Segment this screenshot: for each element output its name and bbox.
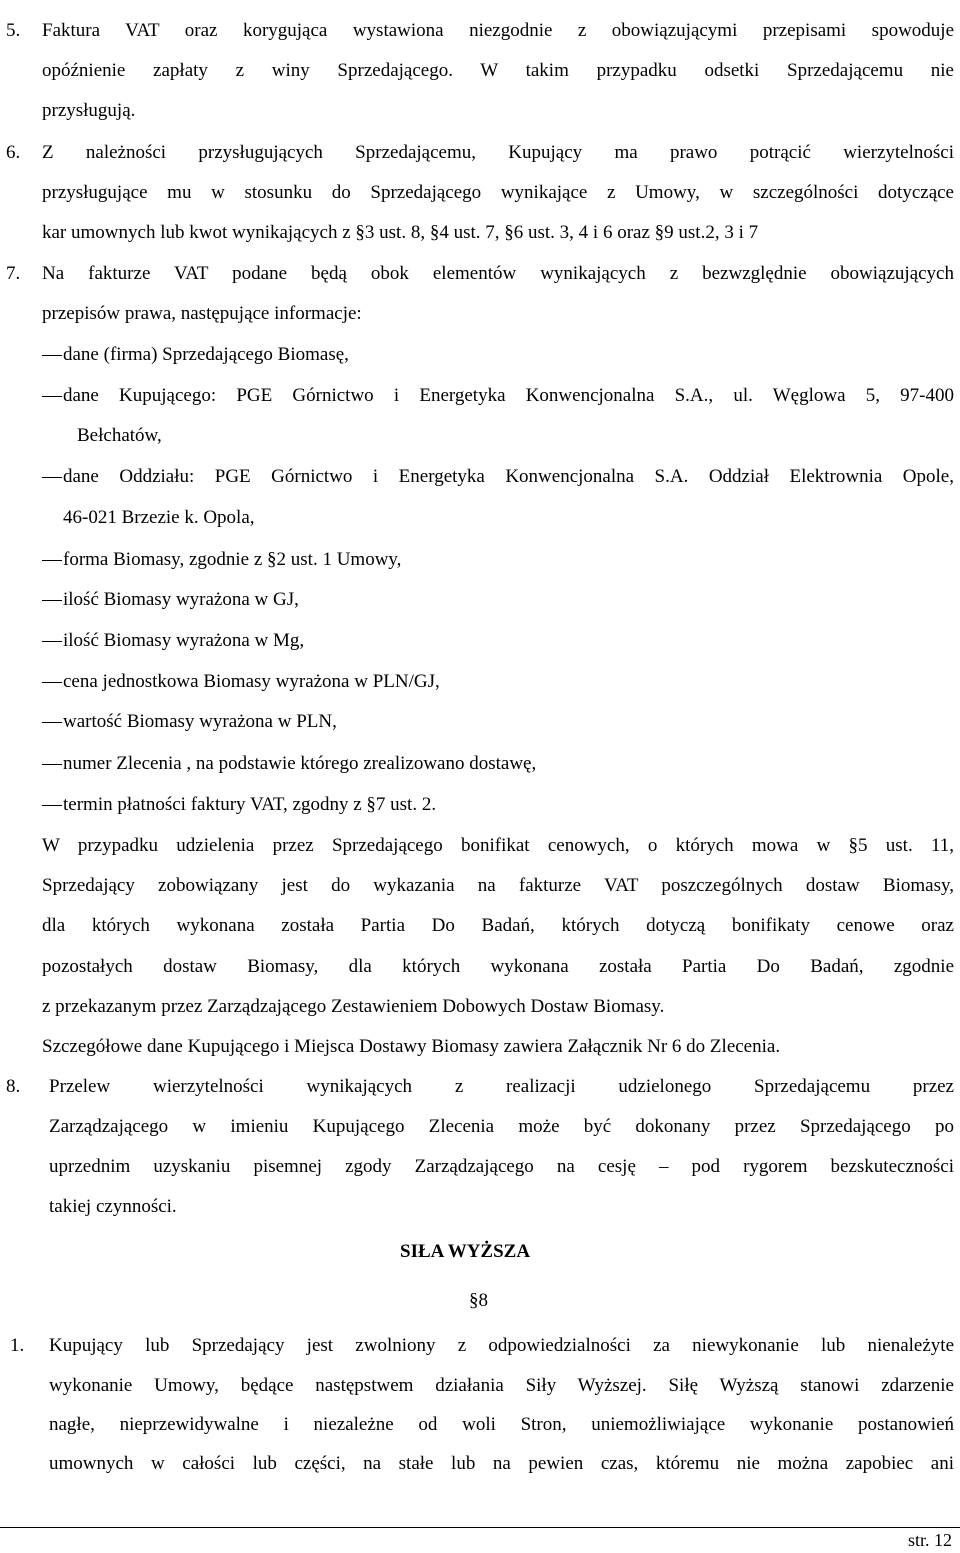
item-6-line-1: Z należności przysługujących Sprzedającemu, Kupujący ma prawo potrącić wierzytelności bbox=[42, 142, 954, 163]
item-5-line-3: przysługują. bbox=[42, 100, 136, 121]
item-6-line-3: kar umownych lub kwot wynikających z §3 ust. 8, §4 ust. 7, §6 ust. 3, 4 i 6 oraz §9 ust.2, 3 i 7 bbox=[42, 222, 759, 243]
dash-bullet bbox=[42, 641, 62, 642]
dash-bullet bbox=[42, 600, 62, 601]
footer-rule bbox=[0, 1527, 960, 1528]
bullet-quantity-gj: ilość Biomasy wyrażona w GJ, bbox=[63, 589, 299, 610]
item-number-6: 6. bbox=[6, 142, 21, 163]
dash-bullet bbox=[42, 477, 62, 478]
item-8-line-1: Przelew wierzytelności wynikających z realizacji udzielonego Sprzedającemu przez bbox=[49, 1076, 954, 1097]
bullet-biomass-form: forma Biomasy, zgodnie z §2 ust. 1 Umowy, bbox=[63, 549, 402, 570]
dash-bullet bbox=[42, 682, 62, 683]
bullet-branch-line-2: 46-021 Brzezie k. Opola, bbox=[63, 507, 255, 528]
item-7-after-line-1: W przypadku udzielenia przez Sprzedającego bonifikat cenowych, o których mowa w §5 ust. 11, bbox=[42, 835, 954, 856]
dash-bullet bbox=[42, 396, 62, 397]
item-7-after-line-2: Sprzedający zobowiązany jest do wykazania na fakturze VAT poszczególnych dostaw Biomasy, bbox=[42, 875, 954, 896]
bullet-order-number: numer Zlecenia , na podstawie którego zrealizowano dostawę, bbox=[63, 753, 537, 774]
section-item-1-line-4: umownych w całości lub części, na stałe lub na pewien czas, któremu nie można zapobiec ani bbox=[49, 1453, 954, 1474]
item-6-line-2: przysługujące mu w stosunku do Sprzedającego wynikające z Umowy, w szczególności dotyczące bbox=[42, 182, 954, 203]
dash-bullet bbox=[42, 355, 62, 356]
item-7-after-line-5: z przekazanym przez Zarządzającego Zestawieniem Dobowych Dostaw Biomasy. bbox=[42, 996, 665, 1017]
dash-bullet bbox=[42, 722, 62, 723]
item-7-after-line-4: pozostałych dostaw Biomasy, dla których wykonana została Partia Do Badań, zgodnie bbox=[42, 956, 954, 977]
bullet-quantity-mg: ilość Biomasy wyrażona w Mg, bbox=[63, 630, 305, 651]
item-number-5: 5. bbox=[6, 20, 21, 41]
item-number-8: 8. bbox=[6, 1076, 21, 1097]
section-title: SIŁA WYŻSZA bbox=[400, 1241, 531, 1262]
section-item-1-line-2: wykonanie Umowy, będące następstwem działania Siły Wyższej. Siłę Wyższą stanowi zdarzenie bbox=[49, 1375, 954, 1396]
item-7-line-2: przepisów prawa, następujące informacje: bbox=[42, 303, 362, 324]
item-8-line-2: Zarządzającego w imieniu Kupującego Zlecenia może być dokonany przez Sprzedającego po bbox=[49, 1116, 954, 1137]
item-5-line-1: Faktura VAT oraz korygująca wystawiona niezgodnie z obowiązującymi przepisami spowoduje bbox=[42, 20, 954, 41]
page-number: str. 12 bbox=[907, 1530, 952, 1550]
item-5-line-2: opóźnienie zapłaty z winy Sprzedającego. W takim przypadku odsetki Sprzedającemu nie bbox=[42, 60, 954, 81]
bullet-branch-line-1: dane Oddziału: PGE Górnictwo i Energetyka Konwencjonalna S.A. Oddział Elektrownia Opole, bbox=[63, 466, 954, 487]
item-8-line-4: takiej czynności. bbox=[49, 1196, 177, 1217]
section-paragraph-mark: §8 bbox=[469, 1290, 488, 1311]
bullet-buyer-line-2: Bełchatów, bbox=[77, 425, 162, 446]
bullet-unit-price: cena jednostkowa Biomasy wyrażona w PLN/GJ, bbox=[63, 671, 440, 692]
item-8-line-3: uprzednim uzyskaniu pisemnej zgody Zarządzającego na cesję – pod rygorem bezskuteczności bbox=[49, 1156, 954, 1177]
bullet-seller-name: dane (firma) Sprzedającego Biomasę, bbox=[63, 344, 349, 365]
dash-bullet bbox=[42, 805, 62, 806]
item-7-note: Szczegółowe dane Kupującego i Miejsca Dostawy Biomasy zawiera Załącznik Nr 6 do Zlecenia. bbox=[42, 1036, 781, 1057]
dash-bullet bbox=[42, 764, 62, 765]
dash-bullet bbox=[42, 560, 62, 561]
item-7-line-1: Na fakturze VAT podane będą obok elementów wynikających z bezwzględnie obowiązujących bbox=[42, 263, 954, 284]
section-item-1-line-1: Kupujący lub Sprzedający jest zwolniony z odpowiedzialności za niewykonanie lub nienależyte bbox=[49, 1335, 954, 1356]
bullet-buyer-line-1: dane Kupującego: PGE Górnictwo i Energetyka Konwencjonalna S.A., ul. Węglowa 5, 97-400 bbox=[63, 385, 954, 406]
item-number-7: 7. bbox=[6, 263, 21, 284]
bullet-payment-term: termin płatności faktury VAT, zgodny z §7 ust. 2. bbox=[63, 794, 437, 815]
item-7-after-line-3: dla których wykonana została Partia Do Badań, których dotyczą bonifikaty cenowe oraz bbox=[42, 915, 954, 936]
section-item-1-line-3: nagłe, nieprzewidywalne i niezależne od woli Stron, uniemożliwiające wykonanie postanowień bbox=[49, 1414, 954, 1435]
bullet-value-pln: wartość Biomasy wyrażona w PLN, bbox=[63, 711, 337, 732]
section-item-number-1: 1. bbox=[10, 1335, 25, 1356]
